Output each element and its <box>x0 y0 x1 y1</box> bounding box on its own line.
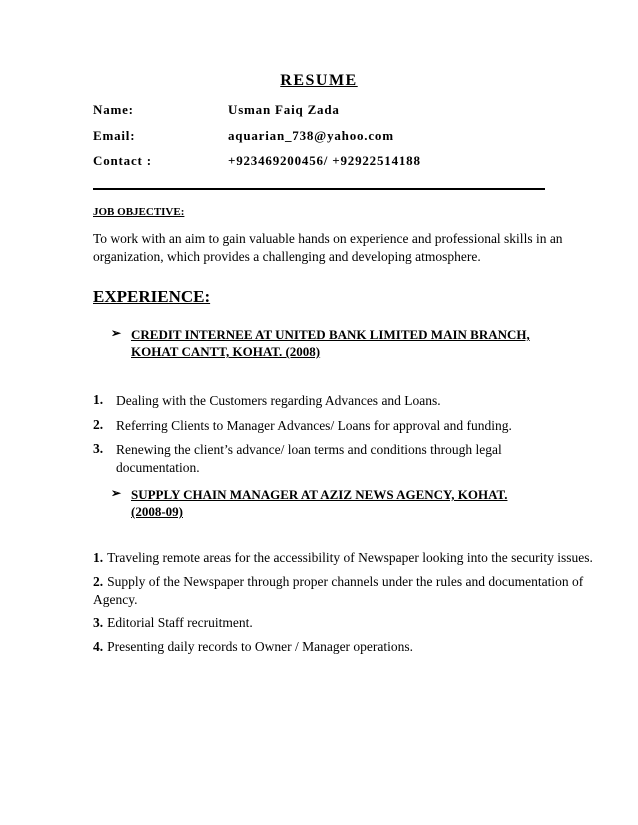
name-value: Usman Faiq Zada <box>228 102 340 117</box>
list-number: 1. <box>93 392 104 407</box>
list-number: 2. <box>93 574 104 589</box>
job-title-line: CREDIT INTERNEE AT UNITED BANK LIMITED MAIN BRANCH, <box>131 327 530 342</box>
list-item-text: Editorial Staff recruitment. <box>107 615 253 630</box>
list-number: 1. <box>93 550 104 565</box>
experience-heading: EXPERIENCE: <box>93 287 211 306</box>
name-label: Name: <box>93 102 134 117</box>
list-item <box>93 549 593 567</box>
resume-title: RESUME <box>280 72 358 89</box>
list-item <box>93 614 253 632</box>
job-title-1 <box>131 326 530 360</box>
list-item-text: Traveling remote areas for the accessibility of Newspaper looking into the security issues. <box>107 550 593 565</box>
list-item <box>93 638 413 656</box>
job-title-2 <box>131 486 507 520</box>
job-title-line: (2008-09) <box>131 504 183 519</box>
list-item-text: Presenting daily records to Owner / Manager operations. <box>107 639 414 654</box>
list-item: Referring Clients to Manager Advances/ Loans for approval and funding. <box>116 418 512 433</box>
job-objective-text <box>93 230 563 266</box>
arrow-bullet-icon: ➢ <box>111 326 122 340</box>
header-divider <box>93 188 545 190</box>
arrow-bullet-icon: ➢ <box>111 486 122 500</box>
objective-line: organization, which provides a challenging and developing atmosphere. <box>93 249 481 264</box>
list-item <box>93 573 584 609</box>
list-item-line: Renewing the client’s advance/ loan terms and conditions through legal <box>116 442 502 457</box>
list-item: Dealing with the Customers regarding Advances and Loans. <box>116 393 441 408</box>
job-title-line: SUPPLY CHAIN MANAGER AT AZIZ NEWS AGENCY, KOHAT. <box>131 487 508 502</box>
list-item-text: Supply of the Newspaper through proper channels under the rules and documentation of <box>107 574 584 589</box>
list-item-line: documentation. <box>116 460 200 475</box>
job-title-line: KOHAT CANTT, KOHAT. (2008) <box>131 344 321 359</box>
job-objective-heading: JOB OBJECTIVE: <box>93 206 185 218</box>
email-value: aquarian_738@yahoo.com <box>228 128 394 143</box>
list-number: 2. <box>93 417 104 432</box>
list-item-line: Agency. <box>93 592 138 607</box>
contact-label: Contact : <box>93 153 152 168</box>
list-number: 4. <box>93 639 104 654</box>
email-label: Email: <box>93 128 136 143</box>
contact-value: +923469200456/ +92922514188 <box>228 153 421 168</box>
list-number: 3. <box>93 441 104 456</box>
list-number: 3. <box>93 615 104 630</box>
list-item <box>116 441 541 477</box>
objective-line: To work with an aim to gain valuable hands on experience and professional skills in an <box>93 231 563 246</box>
